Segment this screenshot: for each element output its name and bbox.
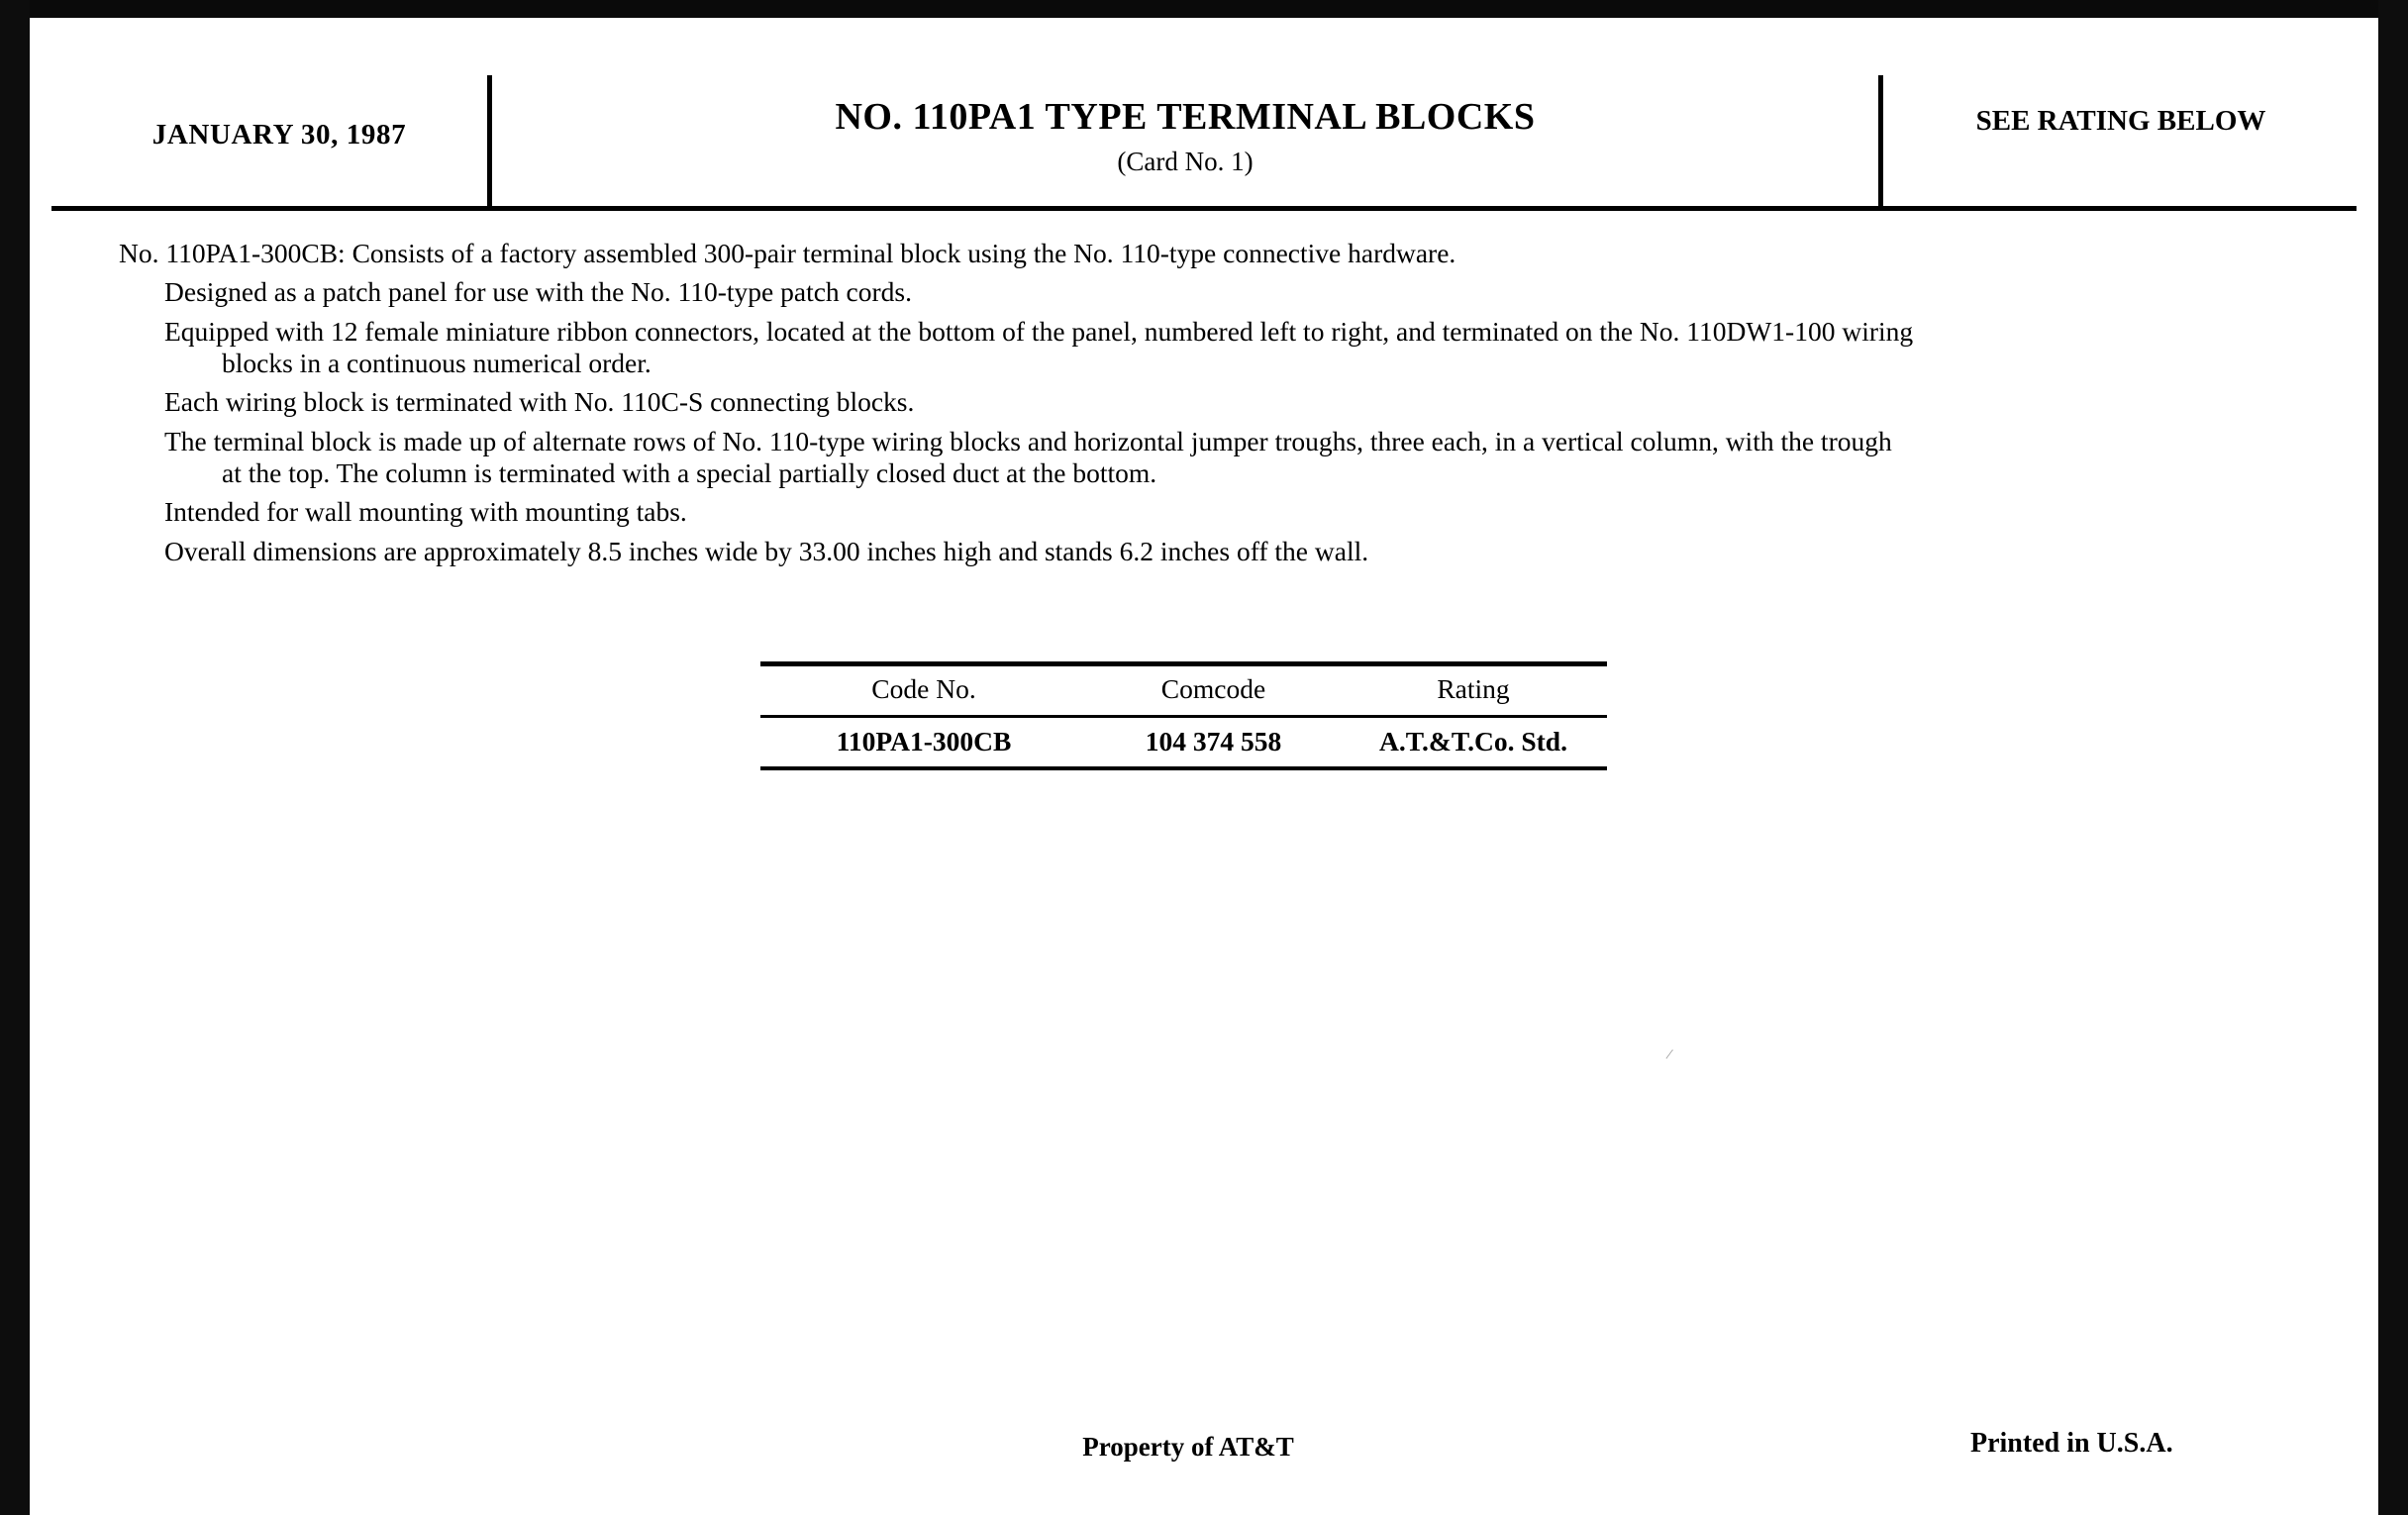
scan-edge-right <box>2378 0 2408 1515</box>
page-subtitle: (Card No. 1) <box>1117 147 1254 176</box>
body-paragraph-4-text: The terminal block is made up of alternate rows of No. 110-type wiring blocks and horizontal jumper troughs, three each, in a vertical column, with the trough <box>164 425 1892 456</box>
table-header-code-no: Code No. <box>871 673 976 704</box>
scan-edge-top <box>0 0 2408 20</box>
body-paragraph-4-continuation: at the top. The column is terminated with a special partially closed duct at the bottom. <box>222 456 1157 488</box>
header-rating-note: SEE RATING BELOW <box>1975 105 2266 137</box>
footer-printed-in: Printed in U.S.A. <box>1970 1428 2173 1459</box>
table-codes <box>760 666 1607 713</box>
table-cell-comcode: 104 374 558 <box>1145 726 1282 757</box>
header-divider-left <box>487 75 492 209</box>
table-header-comcode: Comcode <box>1160 673 1266 704</box>
body-paragraph-5 <box>99 496 2347 528</box>
body-paragraph-4 <box>99 426 2347 490</box>
body-paragraph-2 <box>99 316 2347 380</box>
table-row <box>760 718 1607 766</box>
code-table <box>760 661 1607 770</box>
body-paragraph-1-text: Designed as a patch panel for use with the No. 110-type patch cords. <box>164 276 913 308</box>
scan-speck: ⁄ <box>1668 1048 1671 1062</box>
body-paragraph-0 <box>99 238 2347 269</box>
document-page <box>30 18 2378 1515</box>
body-paragraph-2-continuation: blocks in a continuous numerical order. <box>222 347 652 378</box>
body-paragraph-6-text: Overall dimensions are approximately 8.5 inches wide by 33.00 inches high and stands 6.2 inches off the wall. <box>164 535 1369 566</box>
scan-edge-left <box>0 0 30 1515</box>
body-paragraph-1 <box>99 276 2347 308</box>
header-date: JANUARY 30, 1987 <box>151 119 407 151</box>
body-paragraph-5-text: Intended for wall mounting with mounting tabs. <box>164 496 687 528</box>
table-codes-body <box>760 718 1607 766</box>
body-paragraph-3-text: Each wiring block is terminated with No. 110C-S connecting blocks. <box>164 386 915 418</box>
body-paragraph-6 <box>99 536 2347 567</box>
table-header-rating: Rating <box>1437 673 1510 704</box>
body-paragraph-2-text: Equipped with 12 female miniature ribbon connectors, located at the bottom of the panel, numbered left to right, and terminated on the No. 110DW1-100 wiring <box>164 315 1914 347</box>
body-paragraph-0-text: No. 110PA1-300CB: Consists of a factory assembled 300-pair terminal block using the No. 110-type connective hardware. <box>119 238 1456 268</box>
footer-property: Property of AT&T <box>1082 1432 1294 1462</box>
header-rule <box>51 206 2357 211</box>
page-title: NO. 110PA1 TYPE TERMINAL BLOCKS <box>835 96 1536 138</box>
body-paragraph-3 <box>99 386 2347 418</box>
header-divider-right <box>1878 75 1883 209</box>
table-rule-bottom <box>760 766 1607 770</box>
table-cell-code-no: 110PA1-300CB <box>836 726 1012 757</box>
page-header <box>51 57 2357 206</box>
table-header-row <box>760 666 1607 713</box>
table-cell-rating: A.T.&T.Co. Std. <box>1379 726 1567 757</box>
body-text <box>99 238 2347 574</box>
